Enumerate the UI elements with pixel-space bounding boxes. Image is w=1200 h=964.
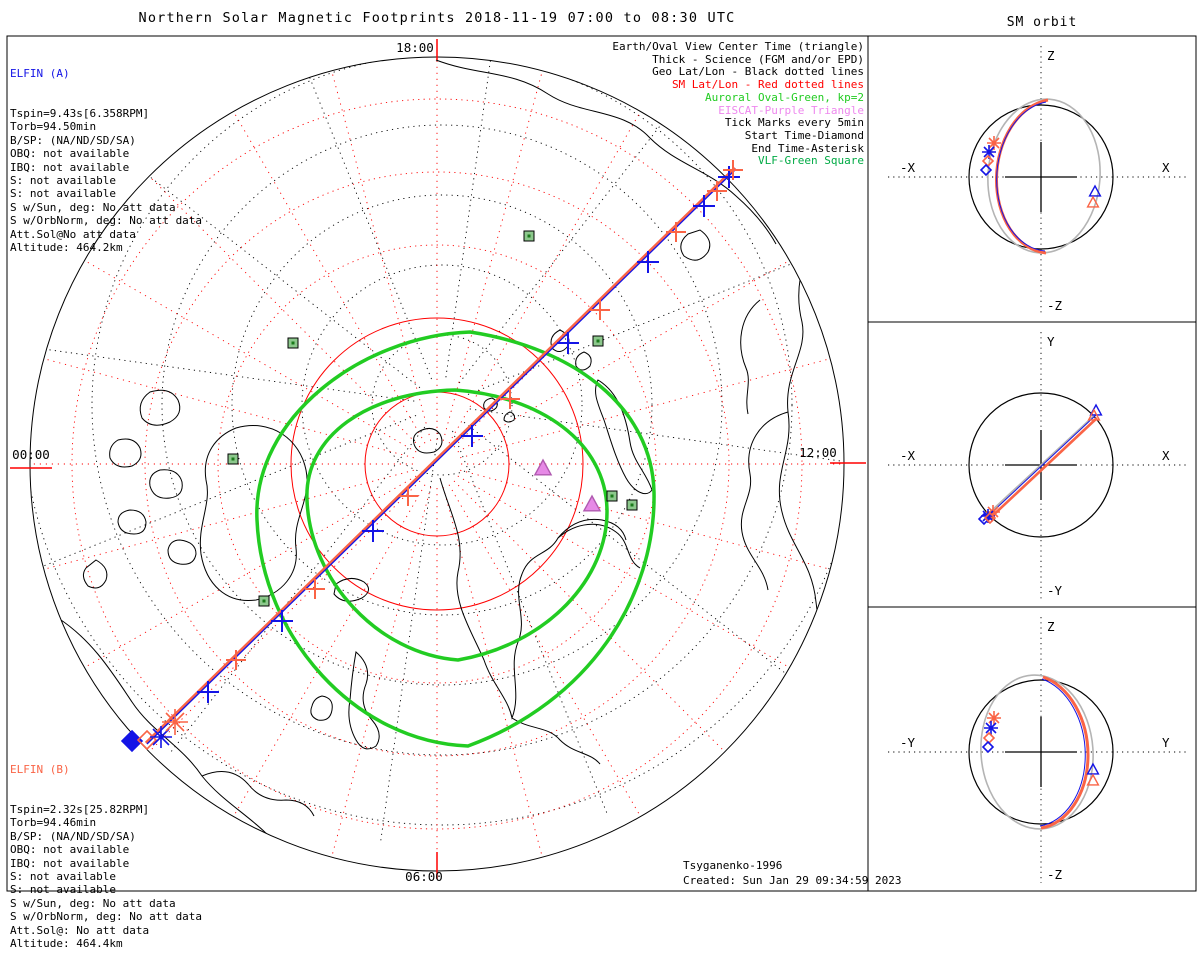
coastline-path — [440, 478, 640, 718]
5min-tick-plus — [461, 425, 483, 447]
geo-lon-line — [452, 431, 606, 813]
5min-tick-plus — [226, 650, 246, 670]
coastline-path — [349, 652, 379, 749]
5min-tick-plus — [637, 251, 659, 273]
geo-lon-line — [446, 0, 503, 377]
geo-lon-line — [171, 427, 425, 752]
legend-line: Thick - Science (FGM and/or EPD) — [652, 52, 864, 66]
mlt-clock-label: 06:00 — [405, 869, 443, 884]
orbit-line-elfin-b — [988, 418, 1097, 520]
coastline-path — [414, 428, 443, 453]
sm-lon-line — [231, 107, 425, 443]
sm-orbit-panel-2 — [888, 332, 1186, 599]
elfin-b-lines — [10, 803, 202, 950]
info-line: Tspin=9.43s[6.358RPM] — [10, 107, 150, 121]
coastline-path — [168, 540, 196, 564]
sm-lon-line — [449, 485, 643, 821]
panel-diamond — [983, 742, 993, 752]
eiscat-triangle — [535, 460, 551, 475]
legend-line: Start Time-Diamond — [744, 128, 864, 142]
vlf-square-dot — [263, 600, 266, 603]
info-line: IBQ: not available — [10, 856, 130, 870]
info-line: Altitude: 464.2km — [10, 241, 123, 255]
legend-line: Geo Lat/Lon - Black dotted lines — [652, 65, 864, 79]
axis-label-right: X — [1162, 160, 1170, 175]
coastline-path — [150, 470, 183, 499]
sm-orbit-panels — [888, 46, 1186, 883]
info-line: B/SP: (NA/ND/SD/SA) — [10, 829, 136, 843]
mlt-clock-label: 00:00 — [12, 447, 50, 462]
info-line: Torb=94.50min — [10, 120, 97, 134]
5min-tick-plus — [557, 332, 579, 354]
info-line: S: not available — [10, 187, 116, 201]
axis-label-bottom: -Z — [1047, 298, 1063, 313]
vlf-square-dot — [597, 340, 600, 343]
coastline-path — [681, 230, 710, 260]
sm-lon-line — [460, 357, 835, 457]
panel-asterisk — [987, 711, 1001, 725]
axis-label-top: Z — [1047, 48, 1055, 63]
geo-lon-line — [464, 422, 789, 676]
5min-tick-plus — [693, 195, 715, 217]
5min-tick-plus — [362, 520, 384, 542]
legend-line: Auroral Oval-Green, kp=2 — [705, 90, 864, 104]
panel-diamond — [984, 733, 994, 743]
geo-lat-circle — [302, 265, 582, 545]
info-line: B/SP: (NA/ND/SD/SA) — [10, 133, 136, 147]
sm-orbit-panel-1 — [888, 46, 1186, 314]
5min-tick-plus — [197, 681, 219, 703]
vlf-square-dot — [631, 504, 634, 507]
sm-lon-line — [454, 481, 728, 755]
sm-orbit-title: SM orbit — [1006, 15, 1078, 30]
sm-lon-line — [39, 470, 414, 570]
coastline-path — [110, 439, 141, 467]
coastline-path — [118, 510, 146, 534]
info-line: Torb=94.46min — [10, 816, 97, 830]
coastline-path — [83, 560, 106, 588]
sm-lon-line — [80, 476, 416, 670]
info-line: S: not available — [10, 883, 116, 897]
vlf-square-dot — [292, 342, 295, 345]
info-line: Altitude: 464.4km — [10, 937, 123, 951]
sm-lon-line — [80, 258, 416, 452]
coastline-path — [512, 718, 600, 764]
vlf-square-dot — [611, 495, 614, 498]
info-line: S: not available — [10, 870, 116, 884]
info-line: Att.Sol@No att data — [10, 227, 136, 241]
legend-line: SM Lat/Lon - Red dotted lines — [671, 78, 864, 92]
coastline-path — [741, 300, 760, 414]
geo-lat-circle — [162, 125, 722, 685]
elfin-a-info-block — [10, 40, 202, 268]
info-line: Att.Sol@: No att data — [10, 923, 150, 937]
legend-line: VLF-Green Square — [758, 154, 864, 168]
eiscat-triangle — [584, 496, 600, 511]
info-line: S w/Sun, deg: No att data — [10, 200, 176, 214]
orbit-panel-frame-xz — [868, 36, 1196, 322]
orbit-panel-frame-yz — [868, 607, 1196, 891]
legend-line: Tick Marks every 5min — [724, 116, 864, 130]
geo-lon-line — [6, 344, 414, 401]
coastline-path — [596, 380, 652, 494]
info-line: S w/OrbNorm, deg: No att data — [10, 910, 203, 924]
map-title: Northern Solar Magnetic Footprints 2018-11-19 07:00 to 08:30 UTC — [138, 10, 736, 26]
vlf-square-dot — [528, 235, 531, 238]
sm-lon-line — [458, 476, 794, 670]
axis-label-right: Y — [1162, 735, 1170, 750]
legend — [612, 41, 864, 168]
coastline-path — [140, 390, 180, 425]
legend-line: End Time-Asterisk — [751, 141, 864, 155]
legend-line: EISCAT-Purple Triangle — [718, 103, 864, 117]
axis-label-left: -X — [900, 160, 916, 175]
info-line: OBQ: not available — [10, 843, 130, 857]
sm-lon-line — [39, 357, 414, 457]
created-credit: Created: Sun Jan 29 09:34:59 2023 — [683, 874, 902, 887]
info-line: S: not available — [10, 174, 116, 188]
sm-lon-line — [443, 487, 543, 862]
info-line: IBQ: not available — [10, 160, 130, 174]
mlt-clock-label: 12:00 — [799, 445, 837, 460]
axis-label-bottom: -Z — [1047, 867, 1063, 882]
elfin-b-label: ELFIN (B) — [10, 762, 70, 776]
geo-lat-circle — [232, 195, 652, 615]
5min-tick-plus — [305, 579, 325, 599]
axis-label-left: -Y — [900, 735, 916, 750]
vlf-square-dot — [232, 458, 235, 461]
sm-orbit-panel-3 — [888, 617, 1186, 883]
center-cross — [1005, 717, 1077, 787]
coastline-path — [576, 352, 591, 370]
axis-label-right: X — [1162, 448, 1170, 463]
legend-line: Earth/Oval View Center Time (triangle) — [612, 40, 864, 53]
sm-lon-line — [231, 485, 425, 821]
5min-tick-plus — [500, 389, 520, 409]
info-line: S w/OrbNorm, deg: No att data — [10, 214, 203, 228]
sm-lon-line — [330, 487, 430, 862]
coastline-path — [504, 412, 515, 422]
elfin-a-lines — [10, 107, 202, 254]
info-line: Tspin=2.32s[25.82RPM] — [10, 803, 150, 817]
geo-lon-line — [277, 0, 431, 379]
elfin-b-info-block — [10, 736, 202, 964]
coastline-path — [741, 412, 788, 590]
info-line: OBQ: not available — [10, 147, 130, 161]
info-line: S w/Sun, deg: No att data — [10, 896, 176, 910]
auroral-oval-inner — [307, 390, 607, 660]
5min-tick-plus — [398, 486, 418, 506]
5min-tick-plus — [590, 300, 610, 320]
axis-label-top: Y — [1047, 334, 1055, 349]
model-credit: Tsyganenko-1996 — [683, 859, 783, 872]
axis-label-bottom: -Y — [1047, 583, 1063, 598]
geo-lon-line — [34, 415, 416, 569]
axis-label-top: Z — [1047, 619, 1055, 634]
coastline-path — [311, 696, 332, 720]
center-cross — [1005, 142, 1077, 212]
axis-label-left: -X — [900, 448, 916, 463]
panel-diamond — [981, 165, 991, 175]
elfin-a-label: ELFIN (A) — [10, 66, 70, 80]
mlt-clock-label: 18:00 — [396, 40, 434, 55]
panel-asterisk — [984, 721, 998, 735]
